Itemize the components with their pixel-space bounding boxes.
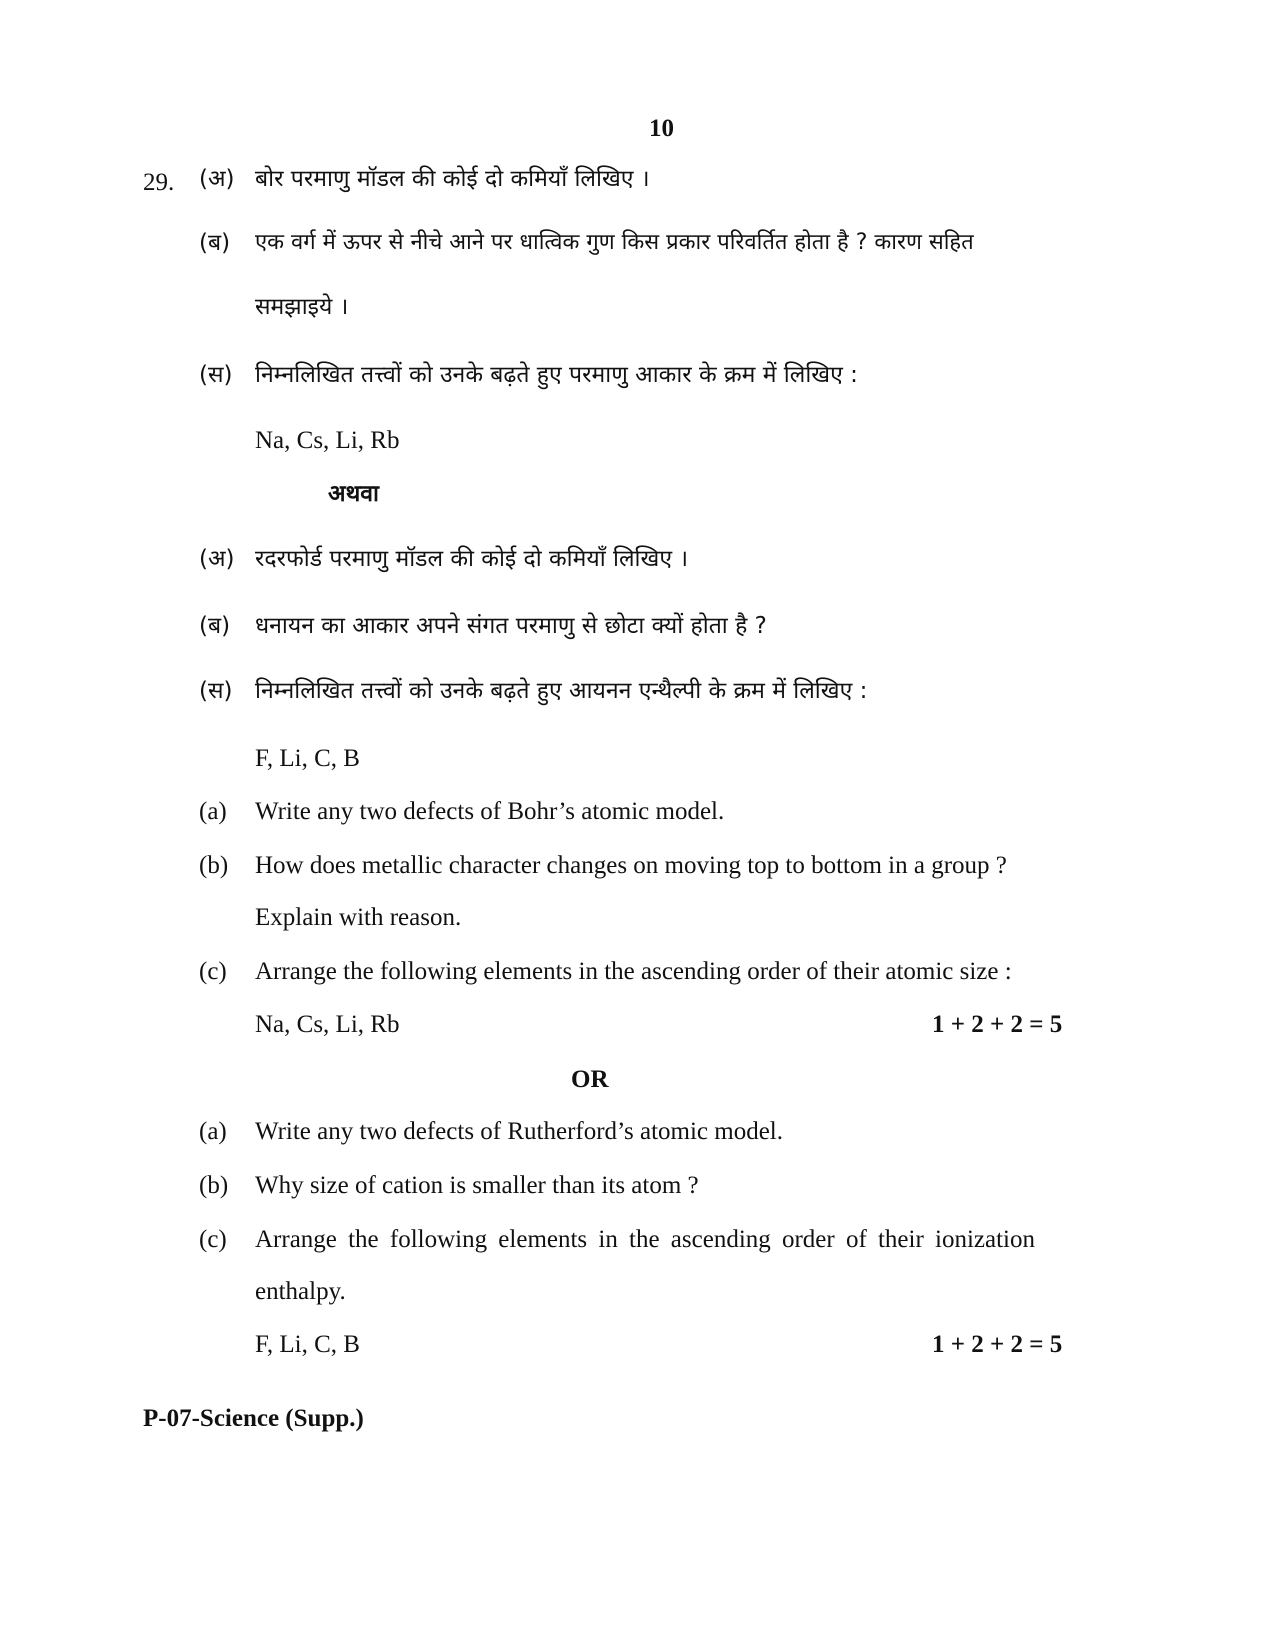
english-alt-c-text-line1: Arrange the following elements in the ascending order of their ionization <box>255 1226 1035 1253</box>
hindi-alt-a-label: (अ) <box>199 546 235 572</box>
footer-paper-code: P-07-Science (Supp.) <box>143 1405 364 1432</box>
english-alt-c-label: (c) <box>199 1226 227 1253</box>
english-b-text-line1: How does metallic character changes on moving top to bottom in a group ? <box>255 852 1007 879</box>
english-or-label: OR <box>571 1066 609 1093</box>
english-alt-c-text-line2: enthalpy. <box>255 1278 346 1305</box>
question-number: 29. <box>143 169 175 196</box>
hindi-a-label: (अ) <box>199 166 235 192</box>
page-number: 10 <box>649 115 674 142</box>
english-c-label: (c) <box>199 958 227 985</box>
english-alt-c-elements: F, Li, C, B <box>255 1331 360 1358</box>
hindi-alt-b-text: धनायन का आकार अपने संगत परमाणु से छोटा क्यों होता है ? <box>255 613 767 639</box>
hindi-c-text: निम्नलिखित तत्त्वों को उनके बढ़ते हुए परमाणु आकार के क्रम में लिखिए : <box>255 362 858 388</box>
english-alt-a-text: Write any two defects of Rutherford’s atomic model. <box>255 1118 784 1145</box>
english-b-label: (b) <box>199 852 229 879</box>
hindi-c-elements: Na, Cs, Li, Rb <box>255 427 400 454</box>
english-b-text-line2: Explain with reason. <box>255 904 462 931</box>
hindi-alt-c-text: निम्नलिखित तत्त्वों को उनके बढ़ते हुए आयनन एन्थैल्पी के क्रम में लिखिए : <box>255 678 868 704</box>
hindi-c-label: (स) <box>199 362 233 388</box>
hindi-alt-a-text: रदरफोर्ड परमाणु मॉडल की कोई दो कमियाँ लिखिए । <box>255 546 689 572</box>
english-alt-b-text: Why size of cation is smaller than its atom ? <box>255 1172 699 1199</box>
hindi-alt-b-label: (ब) <box>199 613 231 639</box>
hindi-a-text: बोर परमाणु मॉडल की कोई दो कमियाँ लिखिए । <box>255 166 650 192</box>
english-alt-a-label: (a) <box>199 1118 227 1145</box>
hindi-or-label: अथवा <box>328 481 380 507</box>
english-a-text: Write any two defects of Bohr’s atomic model. <box>255 798 725 825</box>
english-alt-marks: 1 + 2 + 2 = 5 <box>932 1331 1063 1358</box>
hindi-b-text-line1: एक वर्ग में ऊपर से नीचे आने पर धात्विक गुण किस प्रकार परिवर्तित होता है ? कारण सहित <box>255 230 974 255</box>
english-a-label: (a) <box>199 798 227 825</box>
hindi-b-label: (ब) <box>199 230 231 256</box>
hindi-b-text-line2: समझाइये । <box>255 294 349 320</box>
hindi-alt-c-elements: F, Li, C, B <box>255 745 360 772</box>
english-c-text: Arrange the following elements in the ascending order of their atomic size : <box>255 958 1012 985</box>
hindi-alt-c-label: (स) <box>199 678 233 704</box>
english-alt-b-label: (b) <box>199 1172 229 1199</box>
english-c-elements: Na, Cs, Li, Rb <box>255 1011 400 1038</box>
english-marks: 1 + 2 + 2 = 5 <box>932 1011 1063 1038</box>
